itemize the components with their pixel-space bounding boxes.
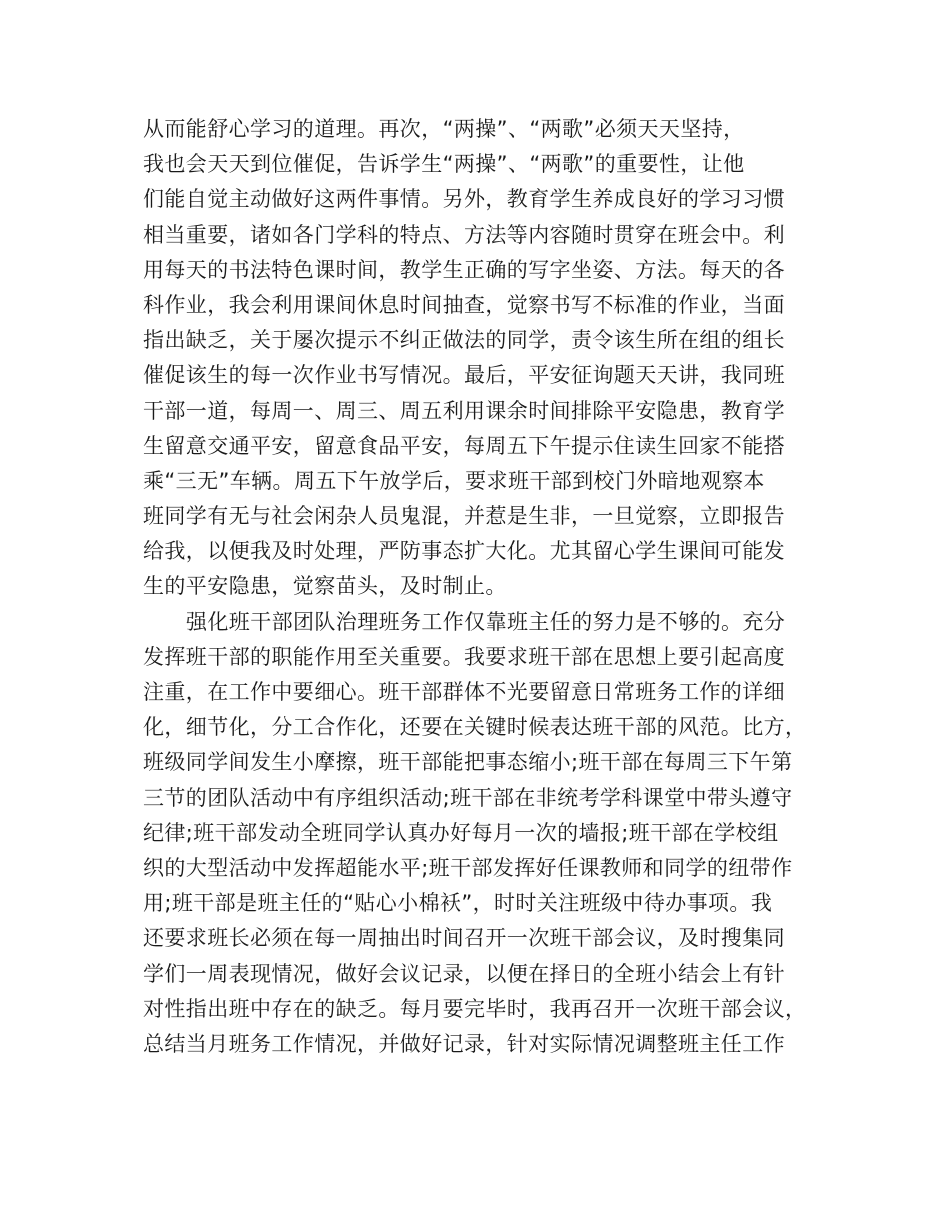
- text-line: 化，细节化，分工合作化，还要在关键时候表达班干部的风范。比方，: [143, 715, 807, 740]
- text-line: 织的大型活动中发挥超能水平;班干部发挥好任课教师和同学的纽带作: [143, 855, 793, 880]
- text-line: 纪律;班干部发动全班同学认真办好每月一次的墙报;班干部在学校组: [143, 820, 779, 845]
- text-line: 们能自觉主动做好这两件事情。另外，教育学生养成良好的学习习惯: [143, 187, 785, 212]
- text-line: 用;班干部是班主任的“贴心小棉袄”，时时关注班级中待办事项。我: [143, 891, 773, 916]
- text-line: 生的平安隐患，觉察苗头，及时制止。: [143, 574, 507, 599]
- text-line: 我也会天天到位催促，告诉学生“两操”、“两歌”的重要性，让他: [143, 152, 745, 177]
- text-line: 还要求班长必须在每一周抽出时间召开一次班干部会议，及时搜集同: [143, 926, 785, 951]
- text-line: 三节的团队活动中有序组织活动;班干部在非统考学科课堂中带头遵守: [143, 785, 793, 810]
- text-line: 对性指出班中存在的缺乏。每月要完毕时，我再召开一次班干部会议，: [143, 996, 807, 1021]
- paragraph-first-line: 强化班干部团队治理班务工作仅靠班主任的努力是不够的。充分: [186, 609, 786, 634]
- text-line: 注重，在工作中要细心。班干部群体不光要留意日常班务工作的详细: [143, 680, 785, 704]
- text-line: 学们一周表现情况，做好会议记录，以便在择日的全班小结会上有针: [143, 961, 785, 986]
- text-line: 班级同学间发生小摩擦，班干部能把事态缩小;班干部在每周三下午第: [143, 750, 793, 775]
- text-line: 用每天的书法特色课时间，教学生正确的写字坐姿、方法。每天的各: [143, 257, 785, 282]
- text-line: 乘“三无”车辆。周五下午放学后，要求班干部到校门外暗地观察本: [143, 468, 765, 493]
- text-line: 科作业，我会利用课间休息时间抽查，觉察书写不标准的作业，当面: [143, 292, 785, 317]
- text-line: 给我，以便我及时处理，严防事态扩大化。尤其留心学生课间可能发: [143, 539, 785, 564]
- text-line: 指出缺乏，关于屡次提示不纠正做法的同学，责令该生所在组的组长: [143, 328, 785, 353]
- text-line: 生留意交通平安，留意食品平安，每周五下午提示住读生回家不能搭: [143, 433, 785, 458]
- text-line: 从而能舒心学习的道理。再次，“两操”、“两歌”必须天天坚持，: [143, 117, 745, 141]
- text-line: 总结当月班务工作情况，并做好记录，针对实际情况调整班主任工作: [143, 1031, 785, 1056]
- text-line: 干部一道，每周一、周三、周五利用课余时间排除平安隐患，教育学: [143, 398, 785, 423]
- text-line: 班同学有无与社会闲杂人员鬼混，并惹是生非，一旦觉察，立即报告: [143, 504, 785, 529]
- body-text: [143, 112, 813, 1062]
- text-line: 相当重要，诸如各门学科的特点、方法等内容随时贯穿在班会中。利: [143, 222, 785, 247]
- text-line: 发挥班干部的职能作用至关重要。我要求班干部在思想上要引起高度: [143, 644, 785, 669]
- text-line: 催促该生的每一次作业书写情况。最后，平安征询题天天讲，我同班: [143, 363, 785, 388]
